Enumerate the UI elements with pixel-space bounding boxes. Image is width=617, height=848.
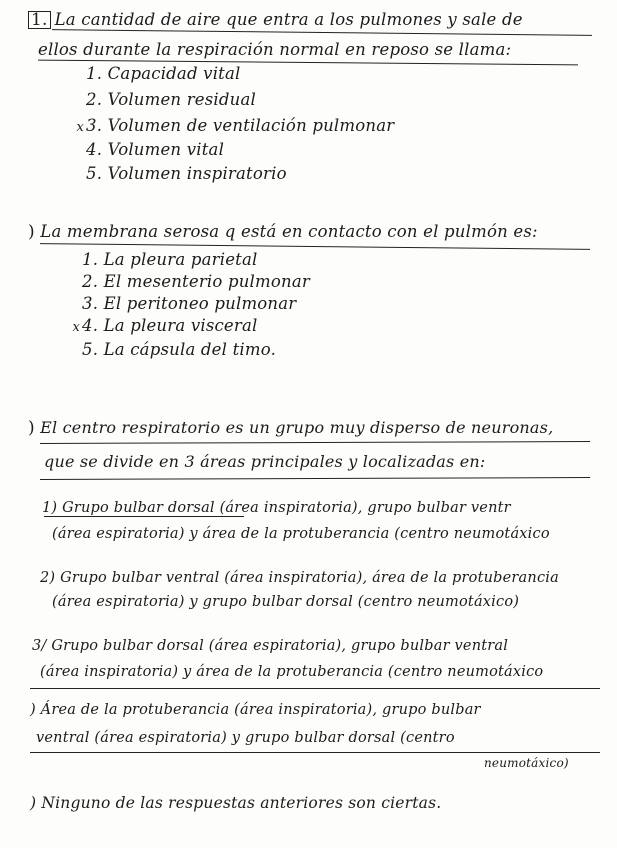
- q3-option-3-line2: (área inspiratoria) y área de la protuberancia (centro neumotáxico: [40, 664, 544, 680]
- q1-option-3-mark: x: [76, 120, 84, 135]
- q3-stem-line1: [28, 418, 553, 438]
- q1-number: 1.: [28, 11, 51, 29]
- q3-option-5-line1: ) Ninguno de las respuestas anteriores son ciertas.: [30, 794, 442, 812]
- q3-option-3-line1: 3/ Grupo bulbar dorsal (área espiratoria), grupo bulbar ventral: [32, 638, 509, 654]
- q2-option-3-text: 3. El peritoneo pulmonar: [82, 294, 297, 313]
- q3-option-1-strike: [44, 516, 244, 517]
- q1-stem-line2: ellos durante la respiración normal en reposo se llama:: [38, 40, 512, 59]
- q2-stem-text1: La membrana serosa q está en contacto con el pulmón es:: [40, 222, 538, 241]
- q2-option-2-text: 2. El mesenterio pulmonar: [82, 272, 310, 291]
- q2-option-2: [66, 272, 310, 291]
- q3-option-1-line1: 1) Grupo bulbar dorsal (área inspiratoria), grupo bulbar ventr: [42, 500, 511, 516]
- q1-option-4-text: 4. Volumen vital: [86, 140, 225, 159]
- q1-option-2: [70, 90, 256, 109]
- q3-option-2-line2: (área espiratoria) y grupo bulbar dorsal (centro neumotáxico): [52, 594, 520, 610]
- q2-option-4: [66, 316, 258, 335]
- q1-option-4: [70, 140, 224, 159]
- q3-option-4-underline: [30, 752, 600, 753]
- q2-option-5-text: 5. La cápsula del timo.: [82, 340, 277, 359]
- q3-option-1-line2: (área espiratoria) y área de la protuberancia (centro neumotáxico: [52, 526, 550, 542]
- q2-option-5: [66, 340, 276, 359]
- q1-option-3-text: 3. Volumen de ventilación pulmonar: [86, 116, 395, 135]
- q3-stem-line2: que se divide en 3 áreas principales y localizadas en:: [44, 452, 486, 471]
- q1-stem-line1: [28, 10, 523, 29]
- q1-option-1-text: 1. Capacidad vital: [86, 64, 241, 83]
- q1-option-2-text: 2. Volumen residual: [86, 90, 257, 109]
- q1-underline-1: [52, 29, 592, 36]
- q3-option-2-line1: 2) Grupo bulbar ventral (área inspiratoria), área de la protuberancia: [40, 570, 559, 586]
- q3-option-4-line1: ) Área de la protuberancia (área inspiratoria), grupo bulbar: [30, 702, 481, 718]
- q2-option-3: [66, 294, 296, 313]
- q1-option-5: [70, 164, 287, 183]
- q3-option-3-underline: [30, 688, 600, 689]
- q2-option-1-text: 1. La pleura parietal: [82, 250, 258, 269]
- q2-option-4-mark: x: [72, 320, 80, 335]
- q1-stem-text1: La cantidad de aire que entra a los pulmones y sale de: [54, 10, 523, 29]
- q2-stem-line1: [28, 222, 538, 242]
- q3-option-4-line2: ventral (área espiratoria) y grupo bulbar dorsal (centro: [36, 730, 455, 746]
- q3-underline-1: [40, 441, 590, 444]
- q3-stem-text1: El centro respiratorio es un grupo muy disperso de neuronas,: [40, 418, 554, 437]
- q3-number: ): [28, 418, 35, 438]
- q2-number: ): [28, 222, 35, 242]
- q1-option-5-text: 5. Volumen inspiratorio: [86, 164, 287, 183]
- q1-option-1: [70, 64, 241, 83]
- q1-option-3: [70, 116, 394, 135]
- q2-option-1: [66, 250, 258, 269]
- q3-option-4-line3: neumotáxico): [484, 756, 569, 770]
- q2-underline: [40, 243, 590, 250]
- q2-option-4-text: 4. La pleura visceral: [82, 316, 258, 335]
- q3-underline-2: [40, 477, 590, 480]
